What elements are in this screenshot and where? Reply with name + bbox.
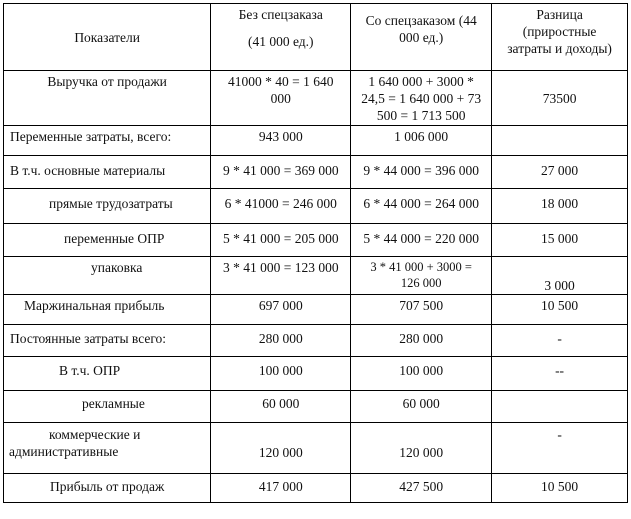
row-label [4,325,211,357]
row-label-text: Прибыль от продаж [50,479,165,494]
row-with-order-value [351,295,492,325]
row-with-order-text: 6 * 44 000 = 264 000 [363,196,479,211]
row-label-line2: административные [9,444,119,459]
row-with-order-value [351,224,492,257]
row-difference-text: - [557,331,562,346]
row-label [4,423,211,474]
row-without-order-text: 280 000 [258,331,303,346]
row-label-text: Постоянные затраты всего: [10,331,167,346]
header-difference [492,4,628,71]
row-label-text: Выручка от продажи [47,74,167,89]
row-difference-text: 27 000 [541,163,579,178]
row-label-line1: коммерческие и [49,427,141,442]
row-with-order-value [351,257,492,295]
row-difference-text: -- [555,363,565,378]
header-without-order [211,4,351,71]
header-indicators [4,4,211,71]
row-without-order-value [211,357,351,391]
row-without-order-value [211,189,351,224]
row-without-order-value [211,156,351,189]
row-with-order-line3: 500 = 1 713 500 [376,108,466,123]
row-label [4,71,211,126]
row-without-order-value [211,257,351,295]
header-difference-line2: (приростные [522,24,597,39]
row-without-order-value [211,126,351,156]
row-without-order-text: 100 000 [258,363,303,378]
row-difference-value [492,325,628,357]
row-without-order-value [211,295,351,325]
row-difference-value [492,423,628,474]
row-label-text: В т.ч. ОПР [59,363,121,378]
row-without-order-line2: 000 [270,91,291,106]
row-label-text: В т.ч. основные материалы [10,163,166,178]
row-with-order-line1: 3 * 41 000 + 3000 = [370,260,472,274]
row-without-order-value [211,325,351,357]
row-difference-text: 10 500 [541,298,579,313]
row-difference-value [492,189,628,224]
row-without-order-value [211,391,351,423]
row-label [4,156,211,189]
row-with-order-value [351,474,492,503]
row-difference-text: 18 000 [541,196,579,211]
header-with-order-line1: Со спецзаказом (44 [365,13,477,28]
row-with-order-text: 427 500 [399,479,444,494]
row-difference-value [492,224,628,257]
row-label-text: Переменные затраты, всего: [10,129,172,144]
table-row [4,224,628,257]
row-difference-text: 10 500 [541,479,579,494]
row-without-order-text: 417 000 [258,479,303,494]
row-difference-value [492,257,628,295]
row-with-order-text: 707 500 [399,298,444,313]
row-label-text: переменные ОПР [64,231,165,246]
row-with-order-line1: 1 640 000 + 3000 * [368,74,474,89]
row-with-order-value [351,423,492,474]
row-label [4,257,211,295]
table-row [4,325,628,357]
row-without-order-text: 60 000 [262,396,300,411]
row-label [4,224,211,257]
row-label-text: Маржинальная прибыль [24,298,165,313]
row-without-order-text: 697 000 [258,298,303,313]
row-label-text: прямые трудозатраты [49,196,173,211]
row-label [4,126,211,156]
row-with-order-text: 100 000 [399,363,444,378]
row-label [4,295,211,325]
row-difference-text: 3 000 [544,278,575,293]
row-label [4,474,211,503]
row-difference-value [492,126,628,156]
row-label [4,357,211,391]
table-row [4,156,628,189]
row-without-order-text: 3 * 41 000 = 123 000 [222,260,339,275]
row-difference-text: 15 000 [541,231,579,246]
row-without-order-line1: 41000 * 40 = 1 640 [228,74,334,89]
table-row [4,357,628,391]
row-label [4,391,211,423]
row-without-order-text: 943 000 [258,129,303,144]
row-with-order-text: 280 000 [399,331,444,346]
table-row [4,474,628,503]
row-with-order-value [351,391,492,423]
table-row [4,391,628,423]
row-difference-value [492,156,628,189]
row-without-order-value [211,474,351,503]
header-with-order-line2: 000 ед.) [399,30,444,45]
table-row [4,189,628,224]
row-with-order-value [351,189,492,224]
row-with-order-value [351,71,492,126]
header-without-order-line2: (41 000 ед.) [247,34,314,49]
row-with-order-text: 5 * 44 000 = 220 000 [363,231,479,246]
row-with-order-value [351,156,492,189]
header-with-order [351,4,492,71]
row-difference-text: - [557,427,562,442]
row-difference-value [492,357,628,391]
row-with-order-text: 1 006 000 [394,129,449,144]
comparison-table-container [3,3,628,516]
row-difference-text: 73500 [542,90,577,106]
row-with-order-line2: 126 000 [400,276,442,290]
row-difference-value [492,391,628,423]
row-without-order-text: 120 000 [258,445,303,460]
row-difference-value [492,71,628,126]
row-without-order-text: 5 * 41 000 = 205 000 [222,231,339,246]
row-with-order-value [351,357,492,391]
row-without-order-text: 9 * 41 000 = 369 000 [222,163,339,178]
row-with-order-value [351,126,492,156]
row-with-order-value [351,325,492,357]
table-row [4,295,628,325]
row-with-order-line2: 24,5 = 1 640 000 + 73 [361,91,482,106]
row-with-order-text: 9 * 44 000 = 396 000 [363,163,479,178]
header-difference-line1: Разница [536,7,583,22]
special-order-comparison-table [3,3,628,503]
row-with-order-text: 120 000 [399,445,444,460]
row-label-text: рекламные [82,396,145,411]
table-row [4,126,628,156]
header-without-order-line1: Без спецзаказа [238,7,323,22]
row-with-order-text: 60 000 [402,396,440,411]
row-label [4,189,211,224]
row-label-text: упаковка [91,260,143,275]
header-difference-line3: затраты и доходы) [507,41,612,56]
row-without-order-value [211,423,351,474]
row-difference-value [492,295,628,325]
table-row [4,257,628,295]
row-difference-value [492,474,628,503]
row-without-order-text: 6 * 41000 = 246 000 [224,196,337,211]
table-header-row [4,4,628,71]
table-row [4,423,628,474]
row-without-order-value [211,224,351,257]
row-without-order-value [211,71,351,126]
header-indicators-label: Показатели [74,29,140,45]
table-row [4,71,628,126]
